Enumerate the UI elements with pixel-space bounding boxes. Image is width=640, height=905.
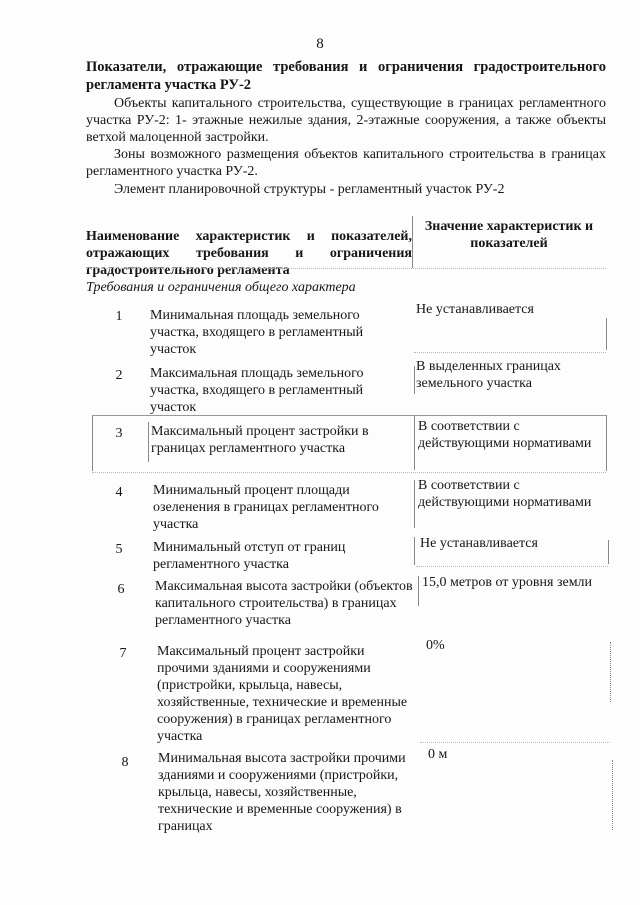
row-number: 6 [117,582,125,597]
row-value: В выделенных границах земельного участка [416,359,561,391]
cell-border [612,760,613,830]
row-value: Не устанавливается [416,302,534,317]
row-name: Минимальный процент площади озеленения в границах регламентного участка [153,483,379,532]
paragraph-planning-element: Элемент планировочной структуры - регламентный участок РУ-2 [114,182,505,197]
cell-border [414,352,606,353]
page-number: 8 [316,36,324,52]
cell-border [606,318,607,350]
row-value: В соответствии с действующими нормативами [418,419,592,451]
cell-border [414,416,415,470]
cell-border [416,566,608,567]
row-value: Не устанавливается [420,536,538,551]
row-number: 7 [119,646,127,661]
cell-border [414,366,415,394]
section-heading: Показатели, отражающие требования и ограничения градостроительного регламента участка РУ-2 [86,59,606,93]
paragraph-existing-objects: Объекты капитального строительства, существующие в границах регламентного участка РУ-2: 1- этажные нежилые здания, 2-этажные сооружения, а также объекты ветхой малоценной застройки. [86,96,606,145]
row-name: Минимальный отступ от границ регламентного участка [153,540,346,572]
row-name: Минимальная площадь земельного участка, входящего в регламентный участок [150,308,364,357]
cell-border [610,642,611,702]
row-value: 15,0 метров от уровня земли [422,575,593,590]
row-value: 0% [426,638,445,653]
cell-border [418,576,419,606]
row-name: Минимальная высота застройки прочими зданиями и сооружениями (пристройки, крыльца, навесы, хозяйственные, технические и временные сооружения) в границах [158,751,406,834]
row-number: 8 [121,755,129,770]
row-name: Максимальный процент застройки прочими зданиями и сооружениями (пристройки, крыльца, навесы, хозяйственные, технические и временные сооружения) в границах регламентного участка [157,644,408,744]
row-border-bottom [92,472,606,473]
row-border-left [92,415,93,471]
row-number: 5 [115,542,123,557]
header-divider [412,216,413,268]
row-number: 1 [115,309,123,324]
row-border-right [606,415,607,471]
section-subtitle: Требования и ограничения общего характера [86,280,356,295]
cell-border [414,537,415,565]
cell-border [148,422,149,462]
row-name: Максимальная высота застройки (объектов капитального строительства) в границах регламентного участка [155,579,413,628]
table-header-value: Значение характеристик и показателей [424,219,594,251]
row-value: 0 м [428,747,448,762]
row-border-top [92,415,606,416]
row-name: Максимальный процент застройки в границах регламентного участка [151,424,369,456]
row-number: 3 [115,426,123,441]
cell-border [414,480,415,528]
cell-border [420,742,610,743]
paragraph-placement-zones: Зоны возможного размещения объектов капитального строительства в границах регламентного участка РУ-2. [86,147,606,179]
row-number: 2 [115,368,123,383]
cell-border [608,540,609,564]
row-number: 4 [115,485,123,500]
table-header-name: Наименование характеристик и показателей, отражающих требования и ограничения градостроительного регламента [86,229,412,278]
header-underline [86,268,606,269]
row-name: Максимальная площадь земельного участка, входящего в регламентный участок [150,366,364,415]
row-value: В соответствии с действующими нормативами [418,478,592,510]
